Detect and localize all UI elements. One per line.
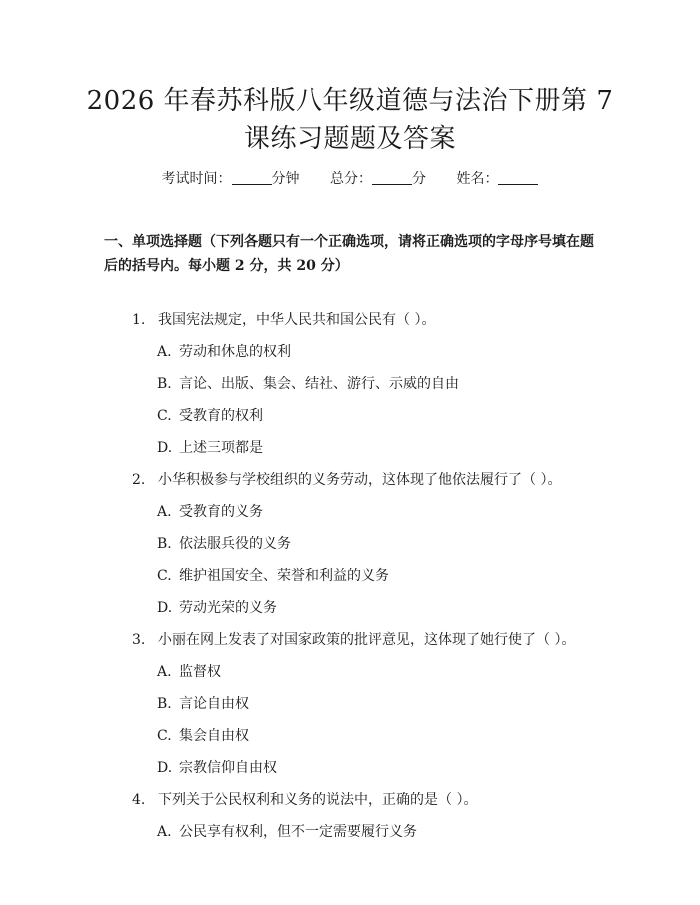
question-text: 小丽在网上发表了对国家政策的批评意见，这体现了她行使了（ ）。 — [158, 632, 576, 648]
option-letter: C. — [157, 568, 172, 584]
option-letter: B. — [157, 536, 172, 552]
exam-time-field — [162, 169, 300, 189]
question-text: 小华积极参与学校组织的义务劳动，这体现了他依法履行了（ ）。 — [158, 472, 562, 488]
option-letter: D. — [157, 600, 173, 616]
option-text: 监督权 — [179, 664, 221, 680]
total-score-label: 总分： — [330, 171, 372, 187]
question-number: 3. — [132, 632, 146, 648]
question-text: 下列关于公民权利和义务的说法中，正确的是（ ）。 — [158, 792, 478, 808]
question-number: 1. — [132, 312, 146, 328]
question-4-option-a — [157, 822, 417, 842]
question-3 — [132, 630, 575, 650]
section-heading: 一、单项选择题（下列各题只有一个正确选项，请将正确选项的字母序号填在题后的括号内。每小题 2 分，共 20 分） — [104, 234, 594, 274]
question-2 — [132, 470, 561, 490]
question-text: 我国宪法规定，中华人民共和国公民有（ ）。 — [158, 312, 436, 328]
question-3-option-c — [157, 726, 249, 746]
exam-time-unit: 分钟 — [271, 171, 300, 187]
question-3-option-d — [157, 758, 277, 778]
option-text: 维护祖国安全、荣誉和利益的义务 — [179, 568, 389, 584]
option-text: 言论自由权 — [179, 696, 249, 712]
document-title — [60, 82, 640, 158]
option-text: 受教育的权利 — [179, 408, 263, 424]
option-text: 公民享有权利，但不一定需要履行义务 — [179, 824, 417, 840]
exam-time-label: 考试时间： — [161, 171, 232, 187]
question-4 — [132, 790, 477, 810]
option-text: 宗教信仰自由权 — [179, 760, 277, 776]
question-2-option-d — [157, 598, 277, 618]
option-letter: C. — [157, 728, 172, 744]
question-2-option-c — [157, 566, 389, 586]
option-text: 集会自由权 — [179, 728, 249, 744]
question-number: 4. — [132, 792, 146, 808]
option-letter: D. — [157, 760, 173, 776]
question-1-option-a — [157, 342, 291, 362]
question-2-option-a — [157, 502, 263, 522]
question-1-option-c — [157, 406, 263, 426]
question-2-option-b — [157, 534, 291, 554]
title-line-2: 课练习题题及答案 — [243, 124, 456, 154]
total-score-field — [330, 169, 426, 189]
option-letter: A. — [157, 504, 172, 520]
option-letter: B. — [157, 376, 172, 392]
question-1-option-b — [157, 374, 459, 394]
option-letter: A. — [157, 344, 172, 360]
question-number: 2. — [132, 472, 146, 488]
total-score-blank[interactable] — [372, 170, 412, 185]
question-1-option-d — [157, 438, 263, 458]
question-3-option-a — [157, 662, 221, 682]
option-letter: A. — [157, 664, 172, 680]
name-blank[interactable] — [498, 170, 538, 185]
exam-info-row — [0, 169, 700, 189]
option-text: 劳动光荣的义务 — [179, 600, 277, 616]
option-letter: A. — [157, 824, 172, 840]
name-field — [456, 169, 538, 189]
name-label: 姓名： — [456, 171, 499, 187]
title-line-1: 2026 年春苏科版八年级道德与法治下册第 7 — [86, 86, 614, 116]
option-letter: D. — [157, 440, 173, 456]
question-1 — [132, 310, 435, 330]
option-letter: B. — [157, 696, 172, 712]
question-3-option-b — [157, 694, 249, 714]
option-text: 依法服兵役的义务 — [179, 536, 291, 552]
option-text: 受教育的义务 — [179, 504, 263, 520]
exam-time-blank[interactable] — [232, 170, 272, 185]
total-score-unit: 分 — [412, 171, 426, 187]
option-letter: C. — [157, 408, 172, 424]
option-text: 上述三项都是 — [179, 440, 263, 456]
option-text: 言论、出版、集会、结社、游行、示威的自由 — [179, 376, 459, 392]
option-text: 劳动和休息的权利 — [179, 344, 291, 360]
